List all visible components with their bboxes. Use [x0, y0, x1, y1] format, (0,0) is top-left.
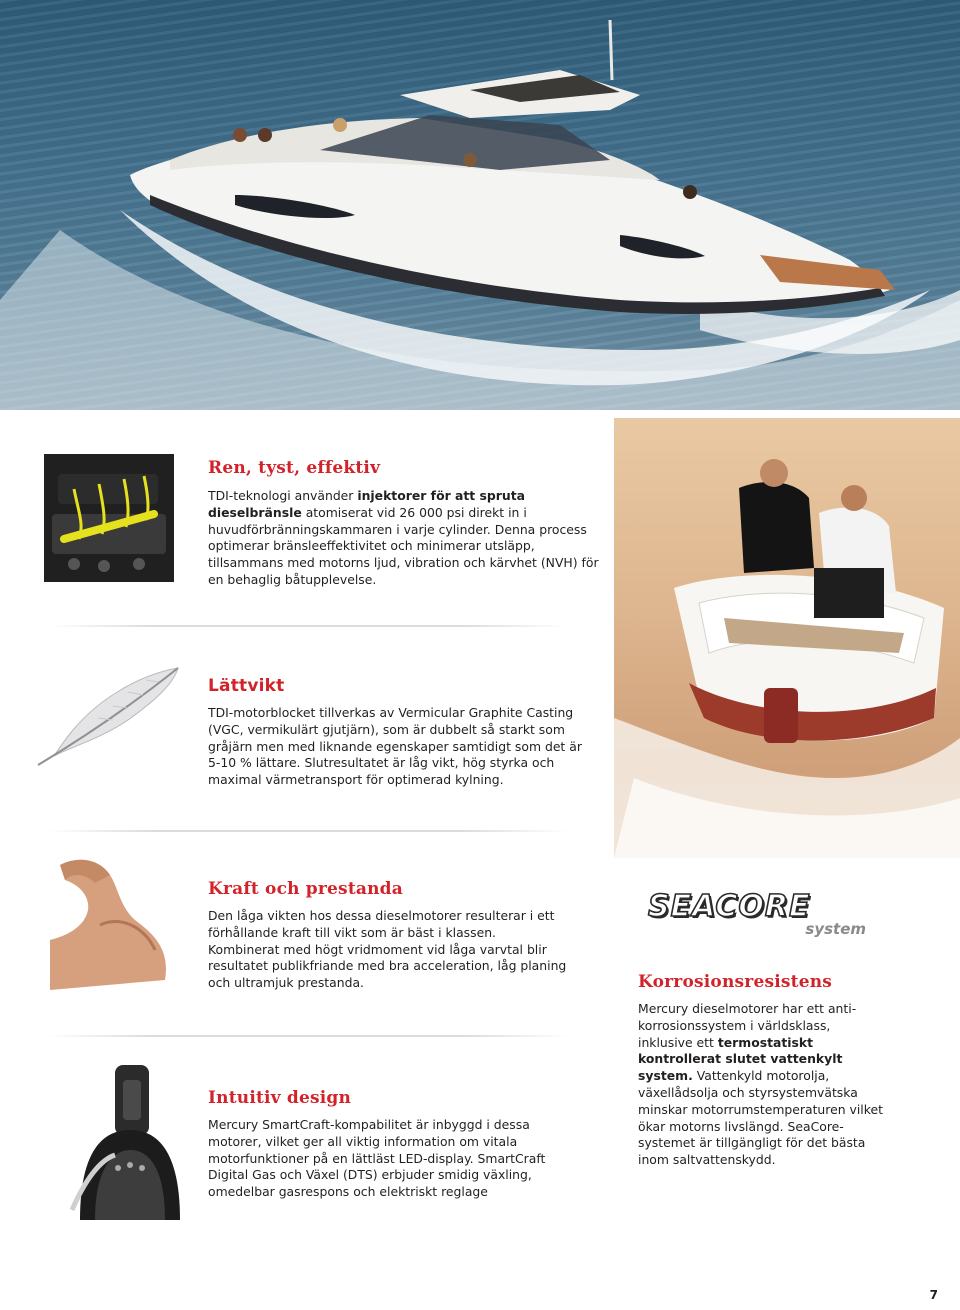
engine-photo — [44, 454, 174, 582]
section-title: Intuitiv design — [208, 1088, 352, 1108]
seacore-logo-text: SEACORE — [648, 889, 811, 924]
arm-illustration — [40, 855, 190, 995]
section-kraft-och-prestanda — [208, 879, 568, 992]
separator — [48, 625, 568, 627]
boat-illustration — [0, 0, 960, 410]
section-lattvikt — [208, 676, 598, 789]
boat-rear-photo — [614, 418, 960, 858]
text-bold: injektorer för att spruta — [357, 488, 525, 503]
section-text: Mercury SmartCraft-kompabilitet är inbyggd i dessa motorer, vilket ger all viktig information om vitala motorfunktioner på en lättläst LED-display. SmartCraft Digital Gas och Växel (DTS) erbjuder smidig växling, omedelbar gasrespons och elektriskt reglage — [208, 1117, 546, 1200]
section-text: Den låga vikten hos dessa dieselmotorer resulterar i ett förhållande kraft till vikt som är bäst i klassen. Kombinerat med högt vridmoment vid låga varvtal blir resultatet publikfriande med bra acceleration, låg planing och ultramjuk prestanda. — [208, 908, 567, 991]
hero-boat-photo — [0, 0, 960, 410]
arm-muscle-icon — [40, 855, 190, 995]
feather-illustration — [28, 660, 188, 770]
section-intuitiv-design — [208, 1088, 583, 1201]
boat-rear-illustration — [614, 418, 960, 858]
text-run: huvudförbränningskammaren i varje cylinder. Denna process optimerar bränsleeffektivitet och minimerar utsläpp, tillsammans med motorns ljud, vibration och kärvhet (NVH) för en behaglig båtupplevelse. — [208, 521, 599, 587]
section-title: Korrosionsresistens — [638, 972, 833, 992]
section-korrosionsresistens — [638, 972, 888, 1169]
section-title: Lättvikt — [208, 676, 285, 696]
section-ren-tyst-effektiv — [208, 458, 603, 589]
text-run: Mercury dieselmotorer har ett anti-korrosionssystem i världsklass, inklusive ett — [638, 1001, 857, 1050]
engine-injector-illustration — [44, 454, 174, 582]
text-run: atomiserat vid 26 000 psi direkt in i — [301, 504, 527, 520]
separator — [48, 830, 568, 832]
seacore-logo — [648, 890, 878, 946]
separator — [48, 1035, 568, 1037]
text-bold: dieselbränsle — [208, 504, 302, 520]
throttle-lever-icon — [60, 1060, 185, 1220]
text-run: TDI-teknologi använder — [208, 488, 358, 503]
text-run: Vattenkyld motorolja, växellådsolja och styrsystemvätska minskar motorrumstemperaturen vilket ökar motorns livslängd. SeaCore-systemet är tillgängligt för det bästa inom saltvattenskydd. — [638, 1068, 883, 1168]
section-title: Ren, tyst, effektiv — [208, 458, 381, 478]
seacore-logo-sub: system — [805, 920, 866, 938]
throttle-illustration — [60, 1060, 185, 1220]
feather-icon — [28, 660, 188, 770]
text-bold: termostatiskt kontrollerat slutet vattenkylt system. — [638, 1034, 843, 1084]
section-title: Kraft och prestanda — [208, 879, 403, 899]
section-text: TDI-motorblocket tillverkas av Vermicular Graphite Casting (VGC, vermikulärt gjutjärn), som är dubbelt så starkt som gråjärn men med liknande egenskaper samtidigt som det är 5-10 % lättare. Slutresultatet är låg vikt, hög styrka och maximal värmetransport för optimerad kylning. — [208, 705, 582, 788]
section-text — [208, 488, 603, 589]
section-text — [638, 1001, 888, 1169]
page-number: 7 — [929, 1288, 938, 1302]
